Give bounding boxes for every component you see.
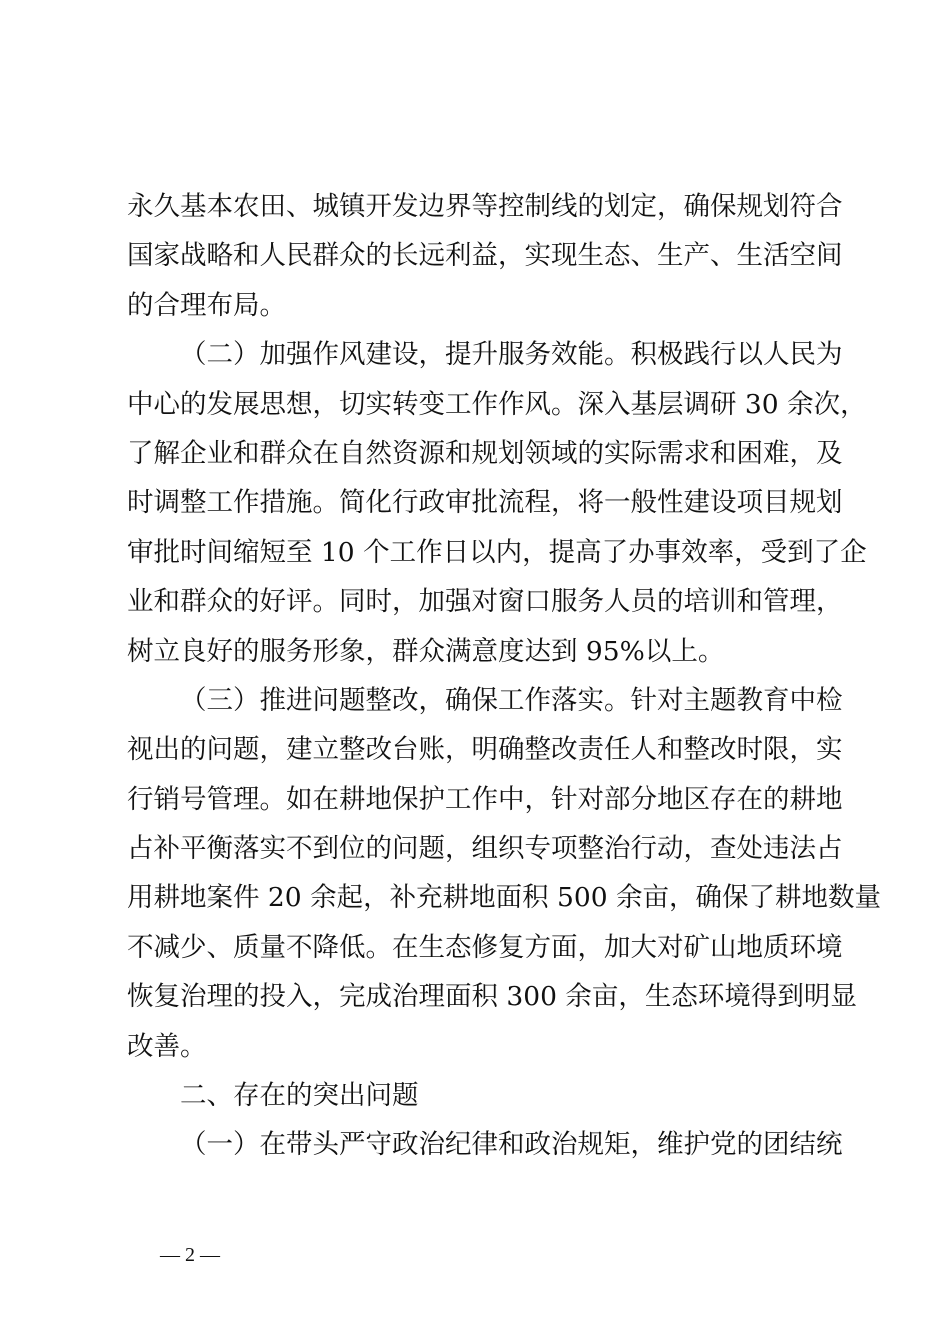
text-line: 永久基本农田、城镇开发边界等控制线的划定，确保规划符合 [127,191,843,222]
text-line: 不减少、质量不降低。在生态修复方面，加大对矿山地质环境 [127,931,843,963]
text-line: 树立良好的服务形象，群众满意度达到 95%以上。 [127,635,725,667]
text-line: 恢复治理的投入，完成治理面积 300 余亩，生态环境得到明显 [127,981,857,1013]
section-heading-line: （三）推进问题整改，确保工作落实。针对主题教育中检 [180,684,843,716]
text-line: 审批时间缩短至 10 个工作日以内，提高了办事效率，受到了企 [127,536,867,568]
text-line: 时调整工作措施。简化行政审批流程，将一般性建设项目规划 [127,487,843,519]
text-line: 占补平衡落实不到位的问题，组织专项整治行动，查处违法占 [127,833,843,865]
text-line: 中心的发展思想，切实转变工作作风。深入基层调研 30 余次， [127,388,867,420]
document-body [127,182,881,1170]
text-line: 改善。 [127,1030,207,1062]
text-line: 视出的问题，建立整改台账，明确整改责任人和整改时限，实 [127,734,843,766]
text-line: 用耕地案件 20 余起，补充耕地面积 500 余亩，确保了耕地数量 [127,882,881,914]
text-line: 行销号管理。如在耕地保护工作中，针对部分地区存在的耕地 [127,783,843,815]
text-line: 业和群众的好评。同时，加强对窗口服务人员的培训和管理， [127,586,843,618]
text-line: 了解企业和群众在自然资源和规划领域的实际需求和困难，及 [127,437,843,469]
page-number: — 2 — [160,1244,220,1266]
text-line: 的合理布局。 [127,289,286,321]
text-line: 国家战略和人民群众的长远利益，实现生态、生产、生活空间 [127,240,843,272]
chapter-heading: 二、存在的突出问题 [180,1080,419,1112]
section-heading-line: （一）在带头严守政治纪律和政治规矩，维护党的团结统 [180,1129,843,1161]
section-heading-line: （二）加强作风建设，提升服务效能。积极践行以人民为 [180,339,843,371]
